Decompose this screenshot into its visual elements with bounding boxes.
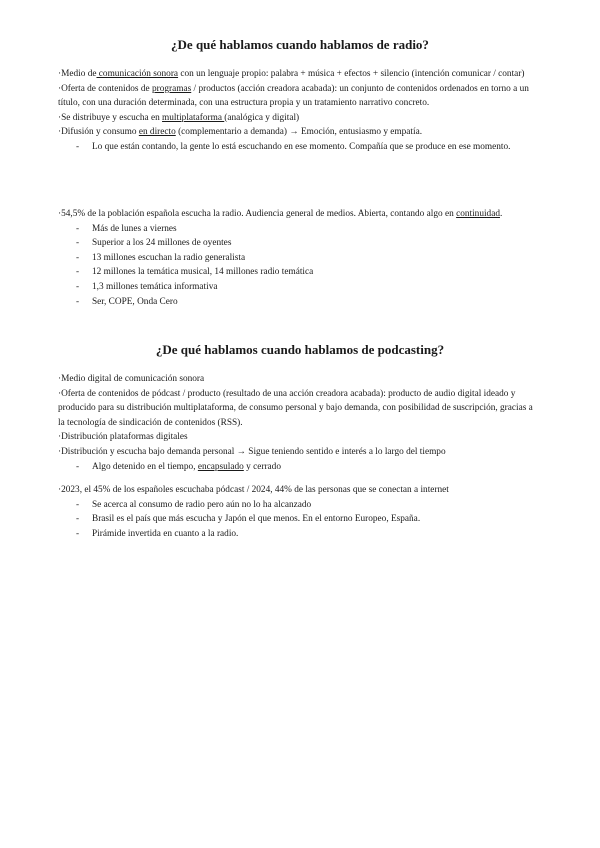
list-item: - 1,3 millones temática informativa: [58, 280, 538, 295]
text: (complementario a demanda) → Emoción, entusiasmo y empatía.: [175, 127, 423, 138]
paragraph-estadisticas: ·2023, el 45% de los españoles escuchaba pódcast / 2024, 44% de las personas que se conectan a internet: [58, 485, 449, 495]
list-item: - Pirámide invertida en cuanto a la radio.: [58, 527, 538, 542]
underlined-term: encapsulado: [197, 461, 244, 472]
text: (analógica y digital): [224, 112, 300, 123]
list-item: - Ser, COPE, Onda Cero: [58, 295, 538, 310]
text: ·Medio de: [58, 69, 97, 79]
paragraph-medio-digital: ·Medio digital de comunicación sonora: [58, 374, 205, 384]
text: / productos (acción creadora acabada): un conjunto de contenidos ordenados en torno a un título, con una duración determinada, con una estructura propia y un tratamiento narrativo concreto.: [58, 83, 529, 109]
paragraph-difusion: [58, 125, 538, 140]
text: ·Se distribuye y escucha en: [58, 112, 163, 123]
list-item: [58, 460, 538, 475]
radio-definition-block: [58, 67, 538, 155]
text: Algo detenido en el tiempo,: [92, 461, 198, 472]
paragraph-bajo-demanda: ·Distribución y escucha bajo demanda personal → Sigue teniendo sentido e interés a lo largo del tiempo: [58, 446, 446, 457]
podcast-definition-block: [58, 372, 538, 474]
dash-list: [58, 498, 538, 542]
dash-list: [58, 460, 538, 475]
paragraph-distribucion: [58, 111, 538, 126]
list-item: - Superior a los 24 millones de oyentes: [58, 236, 538, 251]
paragraph-audiencia: [58, 207, 538, 222]
section-title-radio: ¿De qué hablamos cuando hablamos de radio?: [171, 37, 429, 52]
list-item: - 13 millones escuchan la radio generalista: [58, 251, 538, 266]
underlined-term: continuidad: [456, 209, 500, 219]
list-item: - Lo que están contando, la gente lo está escuchando en ese momento. Compañía que se produce en ese momento.: [58, 140, 538, 155]
list-item: - 12 millones la temática musical, 14 millones radio temática: [58, 265, 538, 280]
underlined-term: comunicación sonora: [96, 69, 179, 79]
underlined-term: multiplataforma: [162, 112, 225, 123]
text: ·Difusión y consumo: [58, 127, 139, 138]
dash-list: [58, 222, 538, 310]
underlined-term: programas: [151, 83, 192, 94]
paragraph-oferta: [58, 82, 538, 111]
underlined-term: en directo: [138, 127, 176, 138]
list-item: - Brasil es el país que más escucha y Japón el que menos. En el entorno Europeo, España.: [58, 512, 538, 527]
podcast-audience-block: [58, 483, 538, 541]
text: ·Oferta de contenidos de: [58, 83, 152, 94]
paragraph-oferta-podcast: ·Oferta de contenidos de pódcast / producto (resultado de una acción creadora acabada): producto de audio digital ideado y producido para su distribución multiplataforma, de consumo personal y bajo demanda, con posibilidad de suscripción, gracias a la tecnología de sindicación de contenidos (RSS).: [58, 388, 533, 428]
section-title-podcasting: ¿De qué hablamos cuando hablamos de podcasting?: [155, 342, 445, 357]
list-item: - Más de lunes a viernes: [58, 222, 538, 237]
paragraph-medio: [58, 67, 538, 82]
paragraph-distribucion-plataformas: ·Distribución plataformas digitales: [58, 432, 188, 443]
dash-list: [58, 140, 538, 155]
text: .: [499, 209, 503, 219]
text: ·54,5% de la población española escucha la radio. Audiencia general de medios. Abierta, contando algo en: [58, 209, 457, 219]
text: con un lenguaje propio: palabra + música + efectos + silencio (intención comunicar / contar): [178, 69, 525, 79]
radio-audience-block: [58, 207, 538, 309]
list-item: - Se acerca al consumo de radio pero aún no lo ha alcanzado: [58, 498, 538, 513]
text: y cerrado: [243, 461, 281, 472]
